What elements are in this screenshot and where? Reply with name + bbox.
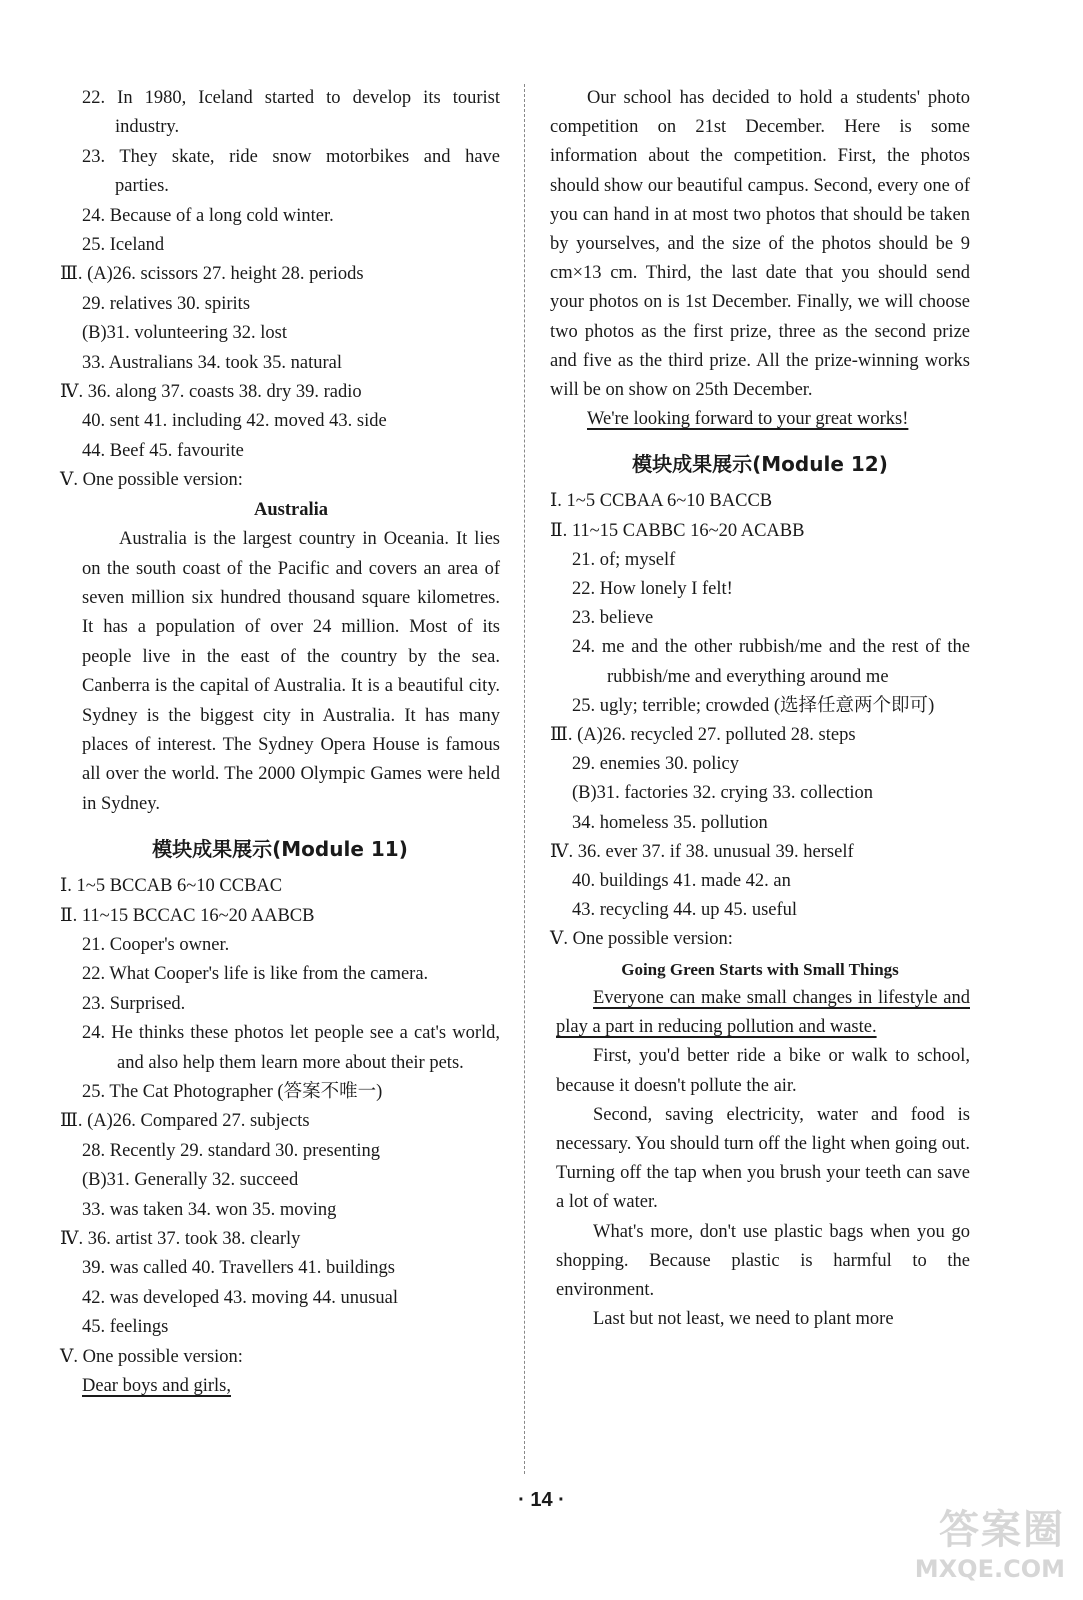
answer-line: 43. recycling 44. up 45. useful (572, 900, 798, 921)
answer-line: 29. enemies 30. policy (572, 754, 739, 775)
answer-line: Ⅴ. One possible version: (60, 470, 243, 491)
answer-line: Ⅰ. 1~5 BCCAB 6~10 CCBAC (60, 876, 283, 897)
answer-line: parties. (115, 176, 169, 197)
answer-line: 44. Beef 45. favourite (82, 440, 244, 461)
section-heading-module-11: 模块成果展示(Module 11) (152, 837, 408, 862)
left-column (60, 84, 500, 1401)
answer-line: (B)31. Generally 32. succeed (82, 1170, 299, 1191)
answer-line: 33. was taken 34. won 35. moving (82, 1199, 337, 1220)
essay-paragraph: Second, saving electricity, water and food is necessary. You should turn off the light when going out. Turning off the tap when you brush your teeth can save a lot of water. (556, 1104, 970, 1213)
answer-line: 24. Because of a long cold winter. (82, 205, 334, 226)
letter-greeting: Dear boys and girls, (82, 1376, 231, 1397)
answer-line: 24. He thinks these photos let people see a cat's world, and also help them learn more about their pets. (82, 1023, 500, 1073)
answer-line: 40. buildings 41. made 42. an (572, 871, 791, 892)
answer-line: 23. Surprised. (82, 993, 186, 1014)
answer-line: Ⅲ. (A)26. recycled 27. polluted 28. steps (550, 725, 856, 746)
essay-title: Australia (254, 499, 328, 520)
answer-line: Ⅳ. 36. ever 37. if 38. unusual 39. herself (550, 841, 854, 862)
answer-line: industry. (115, 117, 180, 138)
answer-line: Ⅰ. 1~5 CCBAA 6~10 BACCB (550, 491, 773, 512)
essay-paragraph: What's more, don't use plastic bags when you go shopping. Because plastic is harmful to the environment. (556, 1221, 970, 1300)
section-heading-module-12: 模块成果展示(Module 12) (632, 452, 888, 477)
answer-line: Ⅴ. One possible version: (60, 1346, 243, 1367)
right-column (550, 84, 970, 1334)
answer-line: Ⅱ. 11~15 CABBC 16~20 ACABB (550, 520, 805, 541)
watermark-text: 答案圈 (939, 1507, 1065, 1553)
answer-line: Ⅲ. (A)26. scissors 27. height 28. periods (60, 264, 364, 285)
answer-line: 23. They skate, ride snow motorbikes and have (82, 146, 500, 167)
answer-line: 22. What Cooper's life is like from the camera. (82, 964, 429, 985)
answer-line: 21. of; myself (572, 549, 676, 570)
answer-line: 23. believe (572, 608, 654, 629)
watermark-url: MXQE.COM (914, 1555, 1065, 1583)
watermark-logo (905, 1498, 1065, 1588)
essay-paragraph: Last but not least, we need to plant more (593, 1309, 894, 1330)
answer-line: 28. Recently 29. standard 30. presenting (82, 1140, 380, 1161)
essay-paragraph: First, you'd better ride a bike or walk to school, because it doesn't pollute the air. (556, 1046, 970, 1096)
answer-line: 22. How lonely I felt! (572, 579, 733, 600)
answer-line: 29. relatives 30. spirits (82, 293, 251, 314)
answer-line: 25. Iceland (82, 235, 165, 256)
answer-line: Ⅳ. 36. along 37. coasts 38. dry 39. radio (60, 382, 362, 403)
answer-line: 42. was developed 43. moving 44. unusual (82, 1287, 398, 1308)
essay-body: Australia is the largest country in Oceania. It lies on the south coast of the Pacific and covers an area of seven million six hundred thousand square kilometres. It has a population of over 24 million. Most of its people live in the east of the country by the sea. Canberra is the capital of Australia. It is a beautiful city. Sydney is the biggest city in Australia. It has many places of interest. The Sydney Opera House is famous all over the world. The 2000 Olympic Games were held in Sydney. (82, 529, 500, 814)
answer-line: 34. homeless 35. pollution (572, 812, 768, 833)
essay-title: Going Green Starts with Small Things (621, 959, 899, 979)
answer-line: 45. feelings (82, 1317, 169, 1338)
answer-line: 33. Australians 34. took 35. natural (82, 352, 342, 373)
essay-intro: Everyone can make small changes in lifestyle and play a part in reducing pollution and waste. (556, 987, 970, 1038)
answer-line: 39. was called 40. Travellers 41. buildings (82, 1258, 395, 1279)
answer-line: 21. Cooper's owner. (82, 934, 230, 955)
answer-line: 25. The Cat Photographer (答案不唯一) (82, 1082, 383, 1102)
answer-line: 22. In 1980, Iceland started to develop its tourist (82, 88, 500, 108)
column-divider (524, 84, 525, 1474)
answer-line: (B)31. factories 32. crying 33. collection (572, 783, 874, 804)
answer-line: 40. sent 41. including 42. moved 43. side (82, 411, 387, 432)
letter-closing: We're looking forward to your great works! (587, 409, 909, 430)
answer-line: Ⅱ. 11~15 BCCAC 16~20 AABCB (60, 905, 315, 926)
letter-body: Our school has decided to hold a students' photo competition on 21st December. Here is some information about the competition. First, the photos should show our beautiful campus. Second, every one of you can hand in at most two photos that should be taken by yourselves, and the size of the photos should be 9 cm×13 cm. Third, the last date that you should send your photos on is 1st December. Finally, we will choose two photos as the first prize, three as the second prize and five as the third prize. All the prize-winning works will be on show on 25th December. (550, 88, 970, 401)
answer-line: Ⅲ. (A)26. Compared 27. subjects (60, 1111, 310, 1132)
answer-line: 24. me and the other rubbish/me and the rest of the rubbish/me and everything around me (572, 637, 970, 687)
answer-line: 25. ugly; terrible; crowded (选择任意两个即可) (572, 695, 935, 716)
page-number: · 14 · (518, 1489, 565, 1511)
answer-line: (B)31. volunteering 32. lost (82, 323, 288, 344)
answer-line: Ⅴ. One possible version: (550, 929, 733, 950)
answer-line: Ⅳ. 36. artist 37. took 38. clearly (60, 1229, 301, 1250)
